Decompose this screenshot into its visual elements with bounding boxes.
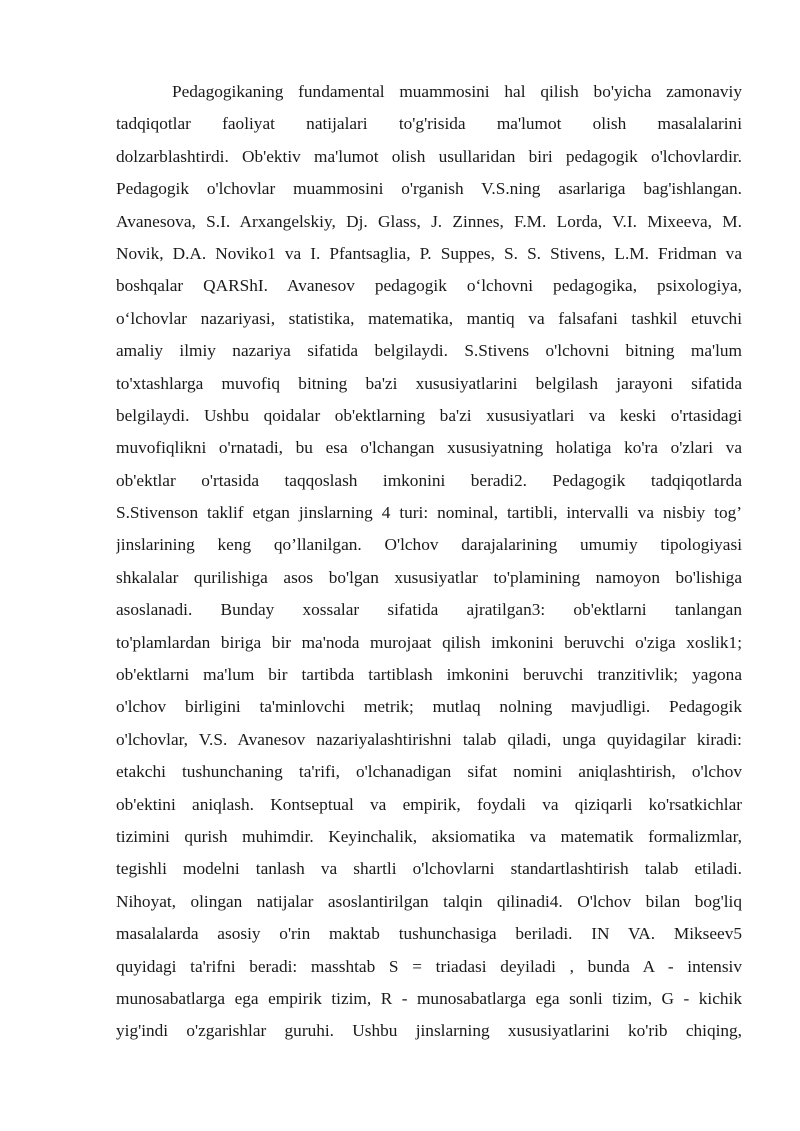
text-line: quyidagi ta'rifni beradi: masshtab S = triadasi deyiladi , bunda A - intensiv	[116, 956, 742, 976]
text-line: ob'ektlarni ma'lum bir tartibda tartiblash imkonini beruvchi tranzitivlik; yagona	[116, 665, 742, 685]
text-line: etakchi tushunchaning ta'rifi, o'lchanadigan sifat nomini aniqlashtirish, o'lchov	[116, 762, 742, 782]
text-line: munosabatlarga ega empirik tizim, R - munosabatlarga ega sonli tizim, G - kichik	[116, 988, 742, 1008]
text-line: o'lchov birligini ta'minlovchi metrik; mutlaq nolning mavjudligi. Pedagogik	[116, 697, 742, 717]
text-line: masalalarda asosiy o'rin maktab tushunchasiga beriladi. IN VA. Mikseev5	[116, 924, 742, 944]
text-line: asoslanadi. Bunday xossalar sifatida ajratilgan3: ob'ektlarni tanlangan	[116, 600, 742, 620]
text-line: Novik, D.A. Noviko1 va I. Pfantsaglia, P. Suppes, S. S. Stivens, L.M. Fridman va	[116, 243, 742, 263]
text-line: o‘lchovlar nazariyasi, statistika, matematika, mantiq va falsafani tashkil etuvchi	[116, 308, 742, 328]
text-line: to'xtashlarga muvofiq bitning ba'zi xususiyatlarini belgilash jarayoni sifatida	[116, 373, 742, 393]
text-line: tegishli modelni tanlash va shartli o'lchovlarni standartlashtirish talab etiladi.	[116, 859, 742, 879]
text-line: ob'ektlar o'rtasida taqqoslash imkonini beradi2. Pedagogik tadqiqotlarda	[116, 470, 742, 490]
text-line: Pedagogik o'lchovlar muammosini o'rganish V.S.ning asarlariga bag'ishlangan.	[116, 179, 742, 199]
text-line: ob'ektini aniqlash. Kontseptual va empirik, foydali va qiziqarli ko'rsatkichlar	[116, 794, 742, 814]
text-line: dolzarblashtirdi. Ob'ektiv ma'lumot olish usullaridan biri pedagogik o'lchovlardir.	[116, 146, 742, 166]
text-line: o'lchovlar, V.S. Avanesov nazariyalashtirishni talab qiladi, unga quyidagilar kiradi:	[116, 729, 742, 749]
text-line: muvofiqlikni o'rnatadi, bu esa o'lchangan xususiyatning holatiga ko'ra o'zlari va	[116, 438, 742, 458]
text-line: shkalalar qurilishiga asos bo'lgan xususiyatlar to'plamining namoyon bo'lishiga	[116, 567, 742, 587]
text-line: jinslarining keng qo’llanilgan. O'lchov darajalarining umumiy tipologiyasi	[116, 535, 742, 555]
text-line: tizimini qurish muhimdir. Keyinchalik, aksiomatika va matematik formalizmlar,	[116, 826, 742, 846]
text-line: belgilaydi. Ushbu qoidalar ob'ektlarning ba'zi xususiyatlari va keski o'rtasidagi	[116, 405, 742, 425]
text-line: Nihoyat, olingan natijalar asoslantirilgan talqin qilinadi4. O'lchov bilan bog'liq	[116, 891, 742, 911]
text-line: Avanesova, S.I. Arxangelskiy, Dj. Glass, J. Zinnes, F.M. Lorda, V.I. Mixeeva, M.	[116, 211, 742, 231]
text-line: S.Stivenson taklif etgan jinslarning 4 turi: nominal, tartibli, intervalli va nisbiy tog’	[116, 503, 742, 523]
body-paragraph	[116, 76, 742, 1048]
text-line: amaliy ilmiy nazariya sifatida belgilaydi. S.Stivens o'lchovni bitning ma'lum	[116, 341, 742, 361]
text-line: boshqalar QARShI. Avanesov pedagogik o‘lchovni pedagogika, psixologiya,	[116, 276, 742, 296]
text-line: to'plamlardan biriga bir ma'noda murojaat qilish imkonini beruvchi o'ziga xoslik1;	[116, 632, 742, 652]
text-line: tadqiqotlar faoliyat natijalari to'g'risida ma'lumot olish masalalarini	[116, 114, 742, 134]
text-line: Pedagogikaning fundamental muammosini hal qilish bo'yicha zamonaviy	[172, 82, 742, 101]
text-line: yig'indi o'zgarishlar guruhi. Ushbu jinslarning xususiyatlarini ko'rib chiqing,	[116, 1021, 742, 1041]
